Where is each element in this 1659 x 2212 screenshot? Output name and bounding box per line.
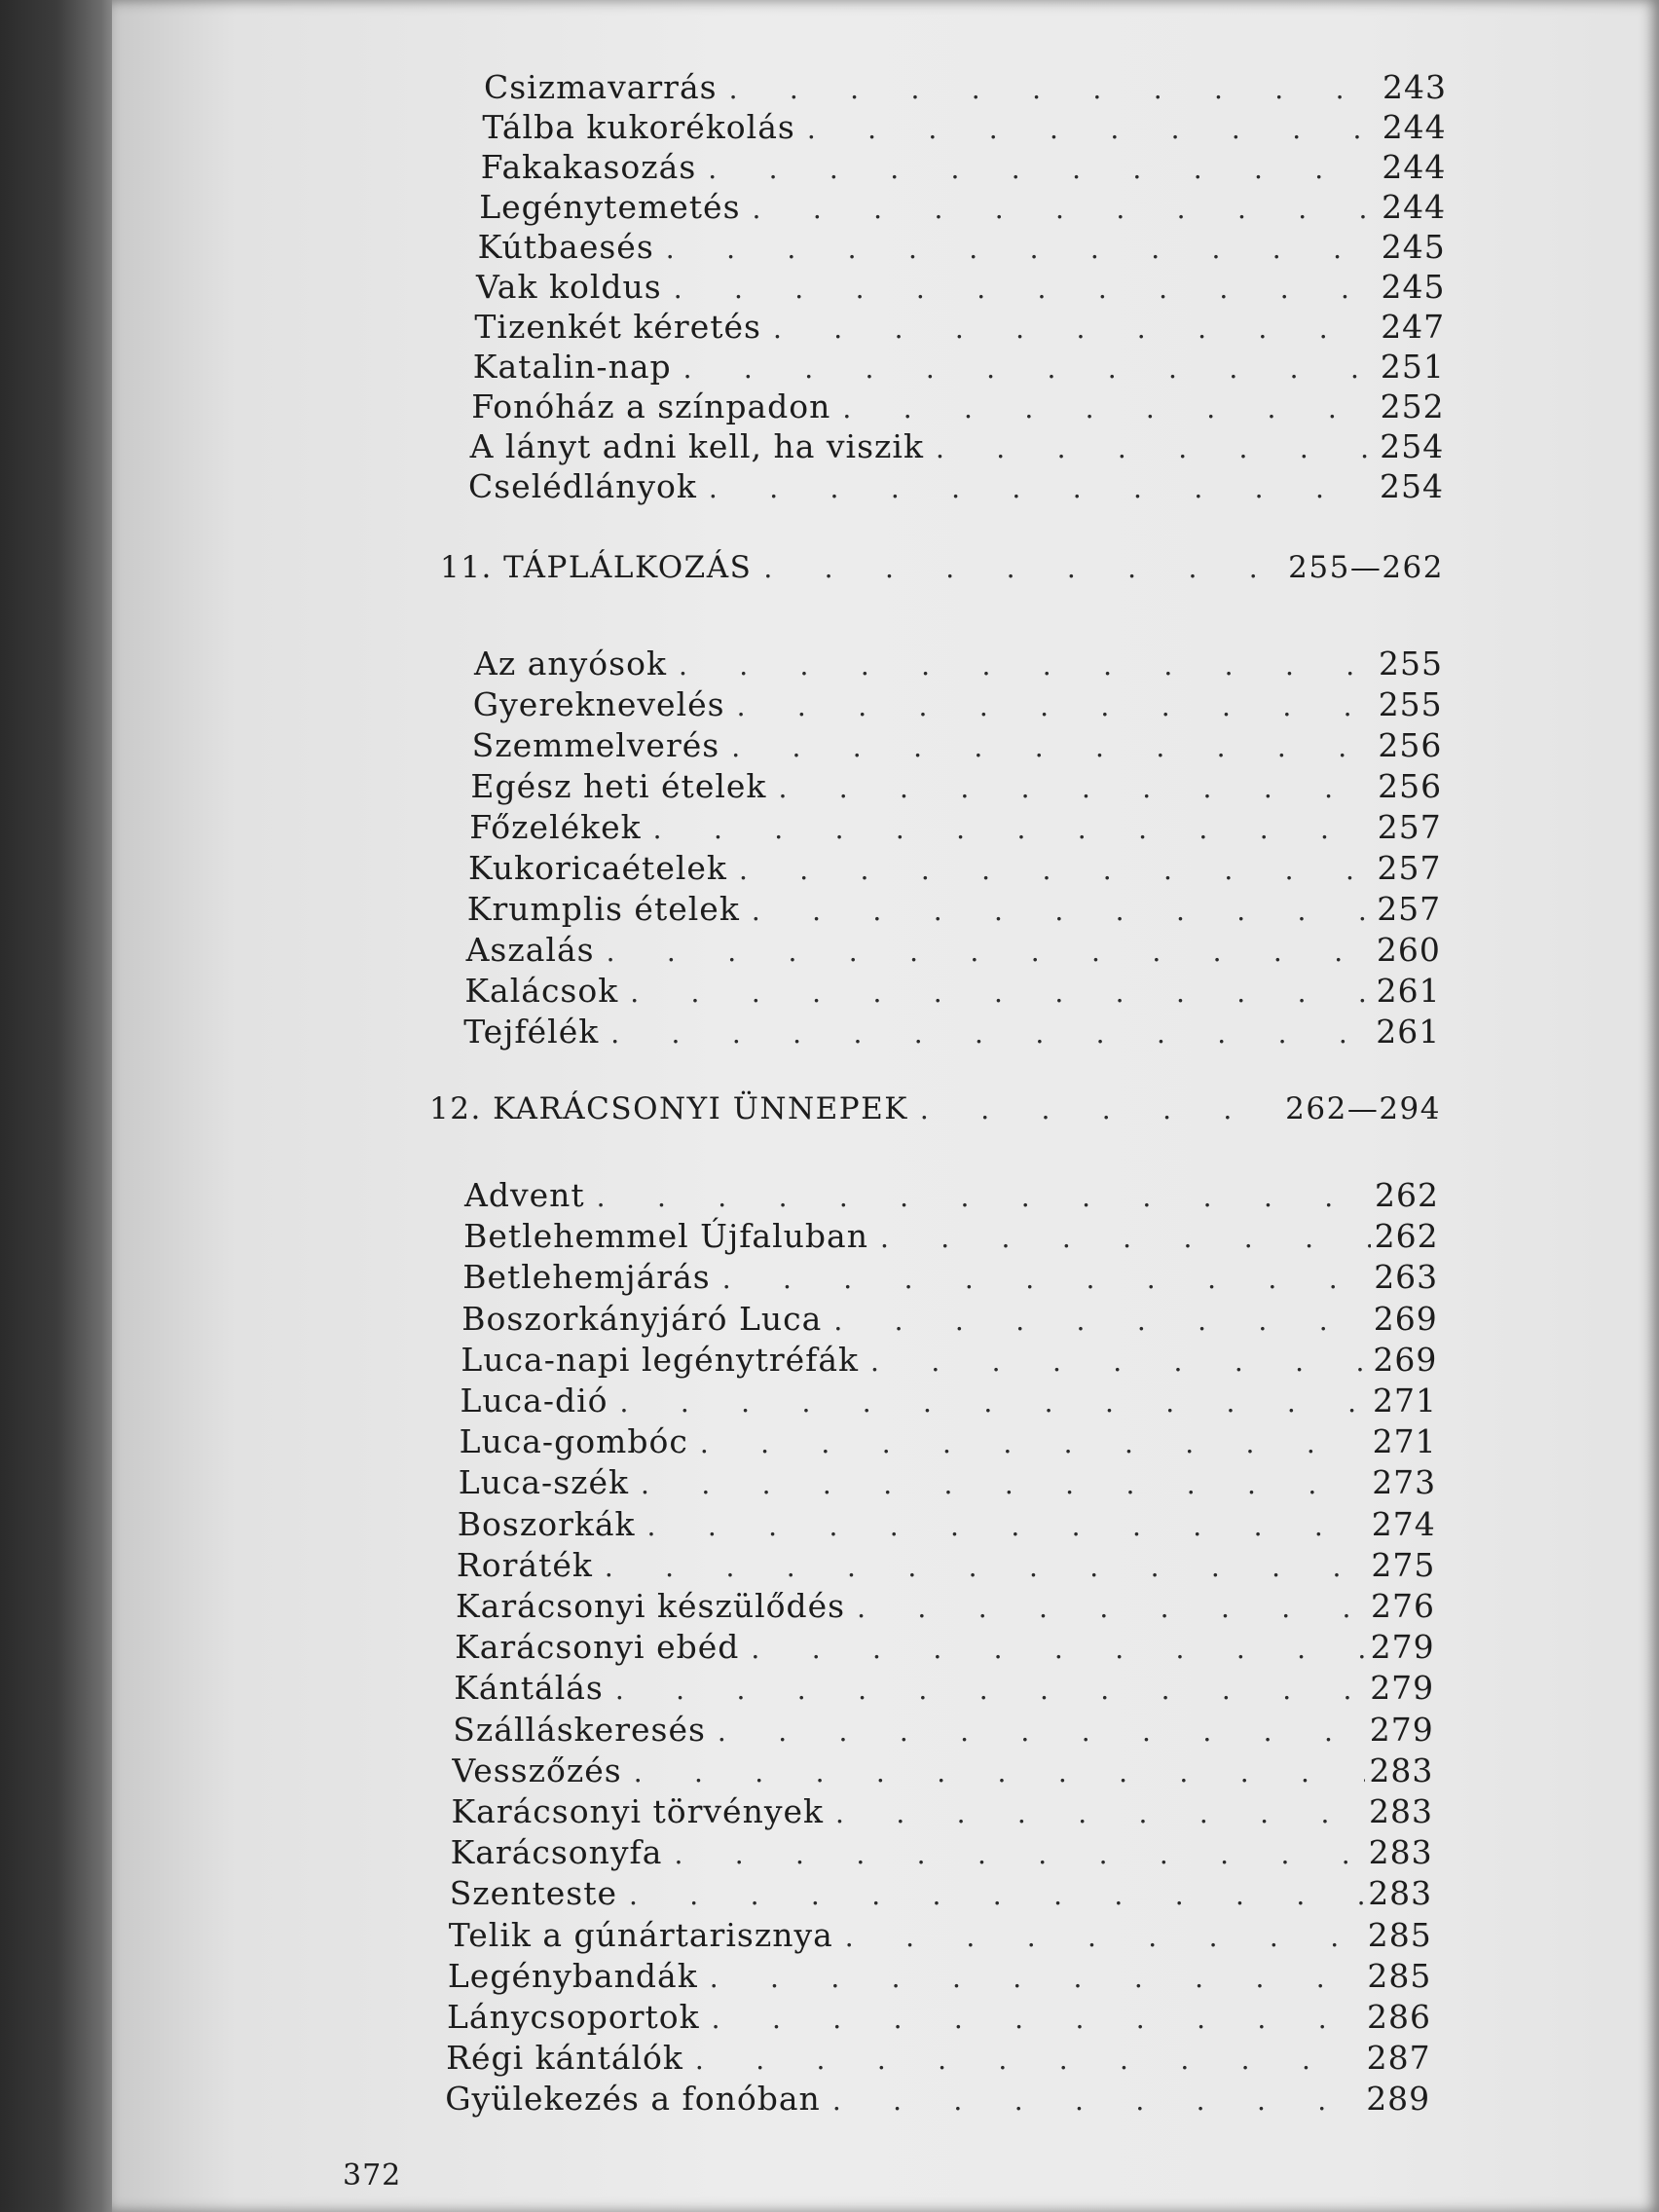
dot-leader	[593, 1551, 1368, 1583]
toc-entry	[458, 1505, 1436, 1544]
entry-page-number: 283	[1369, 1751, 1434, 1789]
entry-page-number: 275	[1371, 1546, 1436, 1584]
toc-entry	[474, 645, 1443, 683]
entry-title: Karácsonyi törvények	[451, 1792, 825, 1830]
entry-title: Vesszőzés	[452, 1751, 622, 1789]
section-page-range: 262—294	[1285, 1091, 1441, 1126]
entry-page-number: 285	[1367, 1957, 1432, 1995]
entry-title: Vak koldus	[476, 268, 662, 306]
toc-entry	[461, 1300, 1438, 1339]
entry-page-number: 257	[1377, 808, 1442, 846]
toc-entry	[451, 1833, 1433, 1872]
toc-entry	[450, 1874, 1433, 1913]
dot-leader	[924, 432, 1376, 464]
entry-page-number: 245	[1381, 228, 1446, 266]
entry-title: Régi kántálók	[446, 2039, 683, 2077]
entry-title: Aszalás	[465, 931, 595, 969]
page-number: 372	[343, 2158, 402, 2193]
toc-entry	[452, 1792, 1434, 1831]
dot-leader	[618, 977, 1372, 1009]
toc-entry	[473, 348, 1445, 387]
entry-title: Legénybandák	[447, 1957, 698, 1995]
dot-leader	[662, 1838, 1364, 1870]
dot-leader	[727, 854, 1374, 886]
entry-page-number: 244	[1382, 188, 1447, 226]
toc-entry	[473, 685, 1443, 724]
toc-entry	[455, 1628, 1435, 1667]
dot-leader	[599, 1017, 1372, 1050]
dot-leader	[739, 1633, 1366, 1665]
entry-page-number: 269	[1373, 1300, 1438, 1338]
dot-leader	[833, 1921, 1364, 1953]
entry-page-number: 273	[1372, 1463, 1437, 1501]
dot-leader	[662, 273, 1378, 305]
dot-leader	[845, 1592, 1367, 1624]
entry-page-number: 283	[1369, 1792, 1433, 1830]
toc-entry	[472, 726, 1443, 765]
toc-entry	[461, 1341, 1437, 1380]
entry-page-number: 245	[1381, 268, 1446, 306]
toc-entry	[478, 228, 1446, 267]
dot-leader	[868, 1222, 1371, 1254]
dot-leader	[752, 552, 1288, 584]
entry-title: Főzelékek	[469, 808, 642, 846]
dot-leader	[700, 2003, 1363, 2035]
entry-title: Karácsonyi készülődés	[456, 1587, 846, 1625]
entry-page-number: 279	[1370, 1669, 1435, 1707]
entry-page-number: 257	[1377, 849, 1442, 887]
toc-entry	[470, 427, 1445, 466]
entry-page-number: 289	[1366, 2080, 1431, 2118]
dot-leader	[718, 73, 1379, 105]
toc-entry	[445, 2080, 1430, 2119]
entry-page-number: 276	[1371, 1587, 1435, 1625]
toc-entry	[460, 1422, 1437, 1461]
entry-page-number: 255	[1379, 645, 1443, 682]
entry-title: Szemmelverés	[471, 726, 720, 764]
entry-title: Fakakasozás	[480, 148, 697, 186]
entry-title: Az anyósok	[474, 645, 667, 682]
entry-page-number: 262	[1374, 1217, 1439, 1255]
dot-leader	[741, 193, 1379, 225]
toc-entry	[446, 2039, 1431, 2078]
entry-page-number: 286	[1367, 1998, 1431, 2036]
entry-page-number: 269	[1373, 1341, 1438, 1379]
entry-title: Luca-gombóc	[459, 1422, 688, 1460]
toc-entry	[463, 1013, 1440, 1051]
entry-title: Tálba kukorékolás	[482, 108, 795, 146]
toc-entry	[474, 308, 1445, 347]
toc-entry	[476, 268, 1446, 307]
entry-title: Tejfélék	[463, 1013, 600, 1051]
entry-page-number: 255	[1378, 685, 1443, 723]
entry-page-number: 254	[1380, 467, 1444, 505]
dot-leader	[822, 1305, 1369, 1337]
entry-page-number: 274	[1371, 1505, 1436, 1543]
entry-title: Lánycsoportok	[447, 1998, 700, 2036]
entry-title: Kalácsok	[464, 972, 619, 1010]
entry-page-number: 283	[1368, 1833, 1433, 1871]
dot-leader	[636, 1510, 1368, 1542]
entry-page-number: 262	[1375, 1176, 1439, 1214]
section-title: 11. TÁPLÁLKOZÁS	[440, 550, 753, 585]
dot-leader	[706, 1715, 1366, 1748]
dot-leader	[824, 1797, 1365, 1829]
toc-entry	[466, 931, 1441, 970]
toc-entry	[482, 108, 1446, 147]
entry-page-number: 279	[1370, 1628, 1435, 1666]
toc-entry	[468, 467, 1444, 506]
entry-title: Boszorkányjáró Luca	[461, 1300, 823, 1338]
entry-page-number: 263	[1374, 1258, 1439, 1296]
dot-leader	[683, 2044, 1363, 2076]
toc-entry	[464, 1176, 1439, 1215]
dot-leader	[604, 1674, 1366, 1706]
entry-title: Cselédlányok	[468, 467, 697, 505]
entry-page-number: 279	[1369, 1711, 1434, 1749]
entry-title: Karácsonyfa	[450, 1833, 663, 1871]
toc-section-heading	[440, 550, 1444, 589]
dot-leader	[697, 472, 1376, 504]
toc-entry	[469, 808, 1442, 847]
toc-entry	[449, 1916, 1432, 1955]
dot-leader	[622, 1756, 1366, 1788]
dot-leader	[725, 690, 1375, 722]
dot-leader	[766, 772, 1374, 804]
dot-leader	[629, 1468, 1368, 1500]
dot-leader	[672, 352, 1377, 385]
section-page-range: 255—262	[1288, 550, 1444, 585]
entry-title: Karácsonyi ebéd	[455, 1628, 740, 1666]
entry-title: Roráték	[456, 1546, 593, 1584]
entry-page-number: 261	[1376, 972, 1441, 1010]
toc-entry	[461, 1382, 1438, 1420]
entry-title: Boszorkák	[457, 1505, 636, 1543]
entry-page-number: 285	[1367, 1916, 1432, 1954]
toc-entry	[471, 387, 1444, 426]
toc-entry	[481, 148, 1447, 187]
entry-title: Csizmavarrás	[484, 68, 718, 106]
entry-title: A lányt adni kell, ha viszik	[469, 427, 924, 465]
entry-title: Telik a gúnártarisznya	[448, 1916, 833, 1954]
entry-title: Kukoricaételek	[468, 849, 727, 887]
entry-page-number: 271	[1373, 1382, 1437, 1419]
toc-entry	[456, 1587, 1435, 1626]
toc-entry	[459, 1463, 1437, 1502]
entry-page-number: 287	[1366, 2039, 1431, 2077]
entry-page-number: 244	[1382, 148, 1447, 186]
dot-leader	[667, 649, 1375, 682]
entry-title: Gyülekezés a fonóban	[445, 2080, 821, 2118]
dot-leader	[830, 392, 1376, 424]
entry-page-number: 243	[1382, 68, 1447, 106]
toc-entry	[447, 1998, 1431, 2037]
entry-title: Katalin-nap	[472, 348, 672, 386]
toc-entry	[467, 890, 1441, 929]
toc-entry	[457, 1546, 1436, 1585]
dot-leader	[617, 1879, 1364, 1911]
toc-section-heading	[429, 1091, 1441, 1130]
dot-leader	[654, 233, 1378, 265]
entry-title: Betlehemjárás	[462, 1258, 711, 1296]
dot-leader	[698, 1962, 1364, 1994]
entry-page-number: 257	[1377, 890, 1442, 928]
entry-title: Krumplis ételek	[466, 890, 740, 928]
entry-title: Legénytemetés	[479, 188, 741, 226]
dot-leader	[740, 895, 1373, 927]
entry-title: Luca-szék	[458, 1463, 630, 1501]
entry-page-number: 252	[1380, 387, 1445, 425]
toc-entry	[468, 849, 1442, 888]
dot-leader	[859, 1346, 1369, 1378]
entry-page-number: 256	[1378, 726, 1443, 764]
toc-entry	[470, 767, 1442, 806]
toc-entry	[462, 1258, 1438, 1297]
dot-leader	[908, 1093, 1285, 1125]
dot-leader	[696, 153, 1378, 185]
dot-leader	[821, 2084, 1362, 2117]
entry-page-number: 256	[1378, 767, 1443, 805]
entry-title: Luca-dió	[460, 1382, 608, 1419]
entry-page-number: 254	[1380, 427, 1445, 465]
dot-leader	[608, 1386, 1369, 1419]
dot-leader	[761, 313, 1377, 345]
entry-page-number: 251	[1380, 348, 1445, 386]
toc-entry	[463, 1217, 1439, 1256]
entry-page-number: 247	[1381, 308, 1446, 346]
entry-title: Szenteste	[449, 1874, 617, 1912]
dot-leader	[585, 1181, 1371, 1213]
entry-title: Kútbaesés	[477, 228, 654, 266]
entry-page-number: 260	[1376, 931, 1441, 969]
entry-title: Betlehemmel Újfaluban	[463, 1217, 868, 1255]
entry-title: Egész heti ételek	[470, 767, 767, 805]
entry-page-number: 261	[1376, 1013, 1441, 1051]
entry-title: Kántálás	[454, 1669, 604, 1707]
entry-page-number: 244	[1382, 108, 1447, 146]
dot-leader	[795, 113, 1379, 145]
toc-entry	[454, 1669, 1434, 1708]
entry-title: Gyereknevelés	[472, 685, 725, 723]
entry-page-number: 283	[1368, 1874, 1433, 1912]
dot-leader	[595, 936, 1373, 968]
entry-title: Luca-napi legénytréfák	[461, 1341, 860, 1379]
dot-leader	[711, 1263, 1371, 1295]
section-title: 12. KARÁCSONYI ÜNNEPEK	[429, 1091, 908, 1126]
dot-leader	[688, 1427, 1369, 1459]
dot-leader	[719, 731, 1374, 763]
toc-entry	[464, 972, 1440, 1011]
toc-entry	[479, 188, 1446, 227]
toc-entry	[448, 1957, 1432, 1996]
toc-entry	[453, 1711, 1434, 1750]
entry-page-number: 271	[1372, 1422, 1437, 1460]
entry-title: Tizenkét kéretés	[474, 308, 761, 346]
dot-leader	[642, 813, 1374, 845]
toc-entry	[484, 68, 1447, 107]
entry-title: Szálláskeresés	[453, 1711, 706, 1749]
entry-title: Advent	[464, 1176, 585, 1214]
toc-entry	[452, 1751, 1433, 1790]
entry-title: Fonóház a színpadon	[471, 387, 831, 425]
